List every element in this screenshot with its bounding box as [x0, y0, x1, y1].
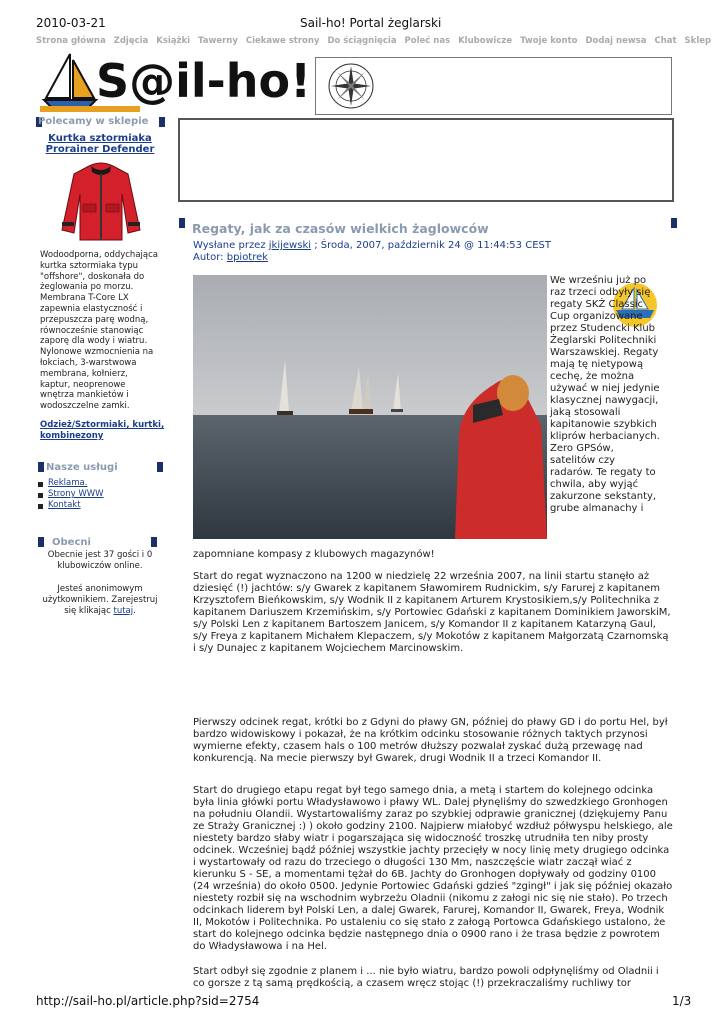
top-nav	[36, 36, 712, 46]
nav-chat[interactable]: Chat	[654, 36, 677, 46]
posted-by-link[interactable]: jkijewski	[268, 240, 312, 251]
author-prefix: Autor:	[193, 252, 224, 263]
nav-books[interactable]: Książki	[156, 36, 191, 46]
anonymous-text-end: .	[133, 606, 136, 616]
services-list	[38, 478, 104, 511]
ad-banner	[178, 118, 674, 202]
article-title: Regaty, jak za czasów wielkich żaglowców	[192, 221, 489, 236]
online-count-text: Obecnie jest 37 gości i 0 klubowiczów online.	[47, 550, 153, 571]
block-corner-icon	[179, 218, 185, 228]
sailboat-logo-icon	[40, 52, 100, 112]
nav-downloads[interactable]: Do ściągnięcia	[327, 36, 397, 46]
jacket-product-image[interactable]	[56, 160, 146, 244]
list-item	[38, 500, 104, 511]
article-meta	[193, 240, 551, 264]
regatta-photo	[193, 275, 547, 539]
services-link-ads[interactable]: Reklama.	[48, 478, 88, 488]
block-corner-icon	[157, 462, 163, 472]
services-heading: Nasze usługi	[46, 462, 118, 473]
block-corner-icon	[159, 117, 165, 127]
anonymous-user-text	[40, 584, 160, 617]
footer-page-number: 1/3	[672, 994, 692, 1008]
nav-add-news[interactable]: Dodaj newsa	[585, 36, 647, 46]
block-corner-icon	[151, 537, 157, 547]
article-paragraph: Start odbył się zgodnie z planem i ... nie było wiatru, bardzo powoli odpłynęliśmy od Oladnii i co gorsze z tą samą prędkością, a czasem wręcz stojąc (!) przekraczaliśmy ruchliwy tor	[193, 966, 659, 989]
nav-taverns[interactable]: Tawerny	[198, 36, 238, 46]
nav-account[interactable]: Twoje konto	[520, 36, 578, 46]
author-link[interactable]: bpiotrek	[226, 252, 269, 263]
article-lead: We wrześniu już po raz trzeci odbyły się regaty SKŻ Classic Cup organizowane przez Studencki Klub Żeglarski Politechniki Warszawskiej. Regaty mają tę nietypową cechę, że można używać w niej jedynie klasycznej nawygacji, jaką stosowali kapitanowie szybkich kliprów herbacianych. Zero GPSów, satelitów czy radarów. Te regaty to chwila, aby wyjąć zakurzone sekstanty, grube almanachy i	[550, 275, 660, 514]
services-link-contact[interactable]: Kontakt	[48, 500, 81, 510]
block-corner-icon	[671, 218, 677, 228]
online-heading: Obecni	[52, 537, 91, 548]
footer-url: http://sail-ho.pl/article.php?sid=2754	[36, 994, 260, 1008]
list-item	[38, 478, 104, 489]
site-logo[interactable]	[40, 52, 312, 116]
block-corner-icon	[38, 462, 44, 472]
article-paragraph: Start do regat wyznaczono na 1200 w niedzielę 22 września 2007, na linii startu stanęło aż dziesięć (!) jachtów: s/y Gwarek z kapitanem Sławomirem Rudnickim, s/y Farurej z kapitanem Krzysztofem Bieńkowskim, s/y Wodnik II z kapitanem Arturem Krystosikiem,s/y Politechnika z kapitanem Dariuszem Krzemińskim, s/y Portowiec Gdański z kapitanem Dominikiem JaworskiM, s/y Polski Len z kapitanem Bartoszem Janicem, s/y Komandor II z kapitanem Katarzyną Gaul, s/y Freya z kapitanem Michałem Klepaczem, s/y Mokotów z kapitanem Małgorzatą Czarnomską i s/y Dunajec z kapitanem Wojciechem Marcinowskim.	[193, 571, 671, 654]
list-item	[38, 489, 104, 500]
register-link[interactable]: tutaj	[113, 606, 134, 616]
nav-home[interactable]: Strona główna	[36, 36, 106, 46]
logo-text: S@il-ho!	[96, 54, 312, 108]
shop-heading: Polecamy w sklepie	[38, 116, 149, 127]
article-paragraph: Pierwszy odcinek regat, krótki bo z Gdyni do pławy GN, później do pławy GD i do portu Hel, był bardzo widowiskowy i pokazał, że na krótkim odcinku stosowanie różnych taktych przynosi wymierne efekty, czasem hals o 100 metrów dłuższy pozwalał zyskać dużą przewagę nad konkurencją. Na mecie pierwszy był Gwarek, drugi Wodnik II a trzeci Komandor II.	[193, 717, 668, 764]
print-date: 2010-03-21	[36, 16, 106, 30]
compass-rose-icon	[326, 60, 376, 112]
nav-recommend[interactable]: Poleć nas	[404, 36, 451, 46]
services-link-www[interactable]: Strony WWW	[48, 489, 104, 499]
block-corner-icon	[38, 537, 44, 547]
article-lead-tail: zapomniane kompasy z klubowych magazynów!	[193, 549, 435, 560]
nav-shop[interactable]: Sklep	[684, 36, 712, 46]
top-banner	[315, 57, 672, 115]
anonymous-text: Jesteś anonimowym użytkownikiem. Zarejestruj się klikając	[42, 584, 158, 616]
product-category-link[interactable]: Odzież/Sztormiaki, kurtki, kombinezony	[40, 420, 165, 441]
product-description: Wodoodporna, oddychająca kurtka sztormiaka typu "offshore", doskonała do żeglowania po morzu. Membrana T-Core LX zapewnia elastyczność i przepuszcza parę wodną, równocześnie stanowiąc zaporę dla wody i wiatru. Nylonowe wzmocnienia na łokciach, 3-warstwowa membrana, kołnierz, kaptur, neoprenowe wnętrza mankietów i wodoszczelne zamki.	[40, 250, 158, 412]
product-title-link[interactable]: Kurtka sztormiaka Prorainer Defender	[45, 133, 155, 155]
article-paragraph: Start do drugiego etapu regat był tego samego dnia, a metą i startem do kolejnego odcinka była linia główki portu Władysławowo i pławy WL. Dalej płynęliśmy do szwedzkiego Gronhogen na południu Olandii. Wystartowaliśmy zaraz po szybkiej odprawie granicznej (dziękujemy Panu ze Straży Granicznej :) ) około godziny 2100. Najpierw miałobyć wzdłuż półwyspu helskiego, ale niestety bardzo słaby wiatr i pogarszająca się widoczność troszkę utrudniła ten niby prosty odcinek. Wcześniej bądź później wszystkie jachty przecięły w nocy linię mety drugiego odcinka i wystartowały od razu do trzeciego o długości 130 Mm, naszczęście wiatr zaczął wiać z kierunku S - SE, a momentami tężał do 6B. Jachty do Gronhogen dopływały od godziny 0100 (24 września) do około 0500. Jedynie Portowiec Gdański gdzieś "zgingł" i jak się później okazało niestety rozbił się na wschodnim wybrzeżu Oladnii (nikomu z załogi nic się nie stało). Po trzech odcinkach liderem był Polski Len, a dalej Gwarek, Farurej, Komandor II, Gwarek, Freya, Wodnik II, Mokotów i Politechnika. Po ustaleniu co się stało z załogą Portowca Gdańskiego ustalono, że start do kolejnego odcinka będzie następnego dnia o 0900 rano i że trasa będzie z powrotem do Władysławowa i na Hel.	[193, 785, 673, 952]
posted-by-prefix: Wysłane przez	[193, 240, 266, 251]
posted-date: ; Środa, 2007, październik 24 @ 11:44:53 CEST	[314, 240, 551, 251]
nav-photos[interactable]: Zdjęcia	[113, 36, 149, 46]
nav-links[interactable]: Ciekawe strony	[245, 36, 320, 46]
print-title: Sail-ho! Portal żeglarski	[300, 16, 442, 30]
nav-members[interactable]: Klubowicze	[458, 36, 513, 46]
